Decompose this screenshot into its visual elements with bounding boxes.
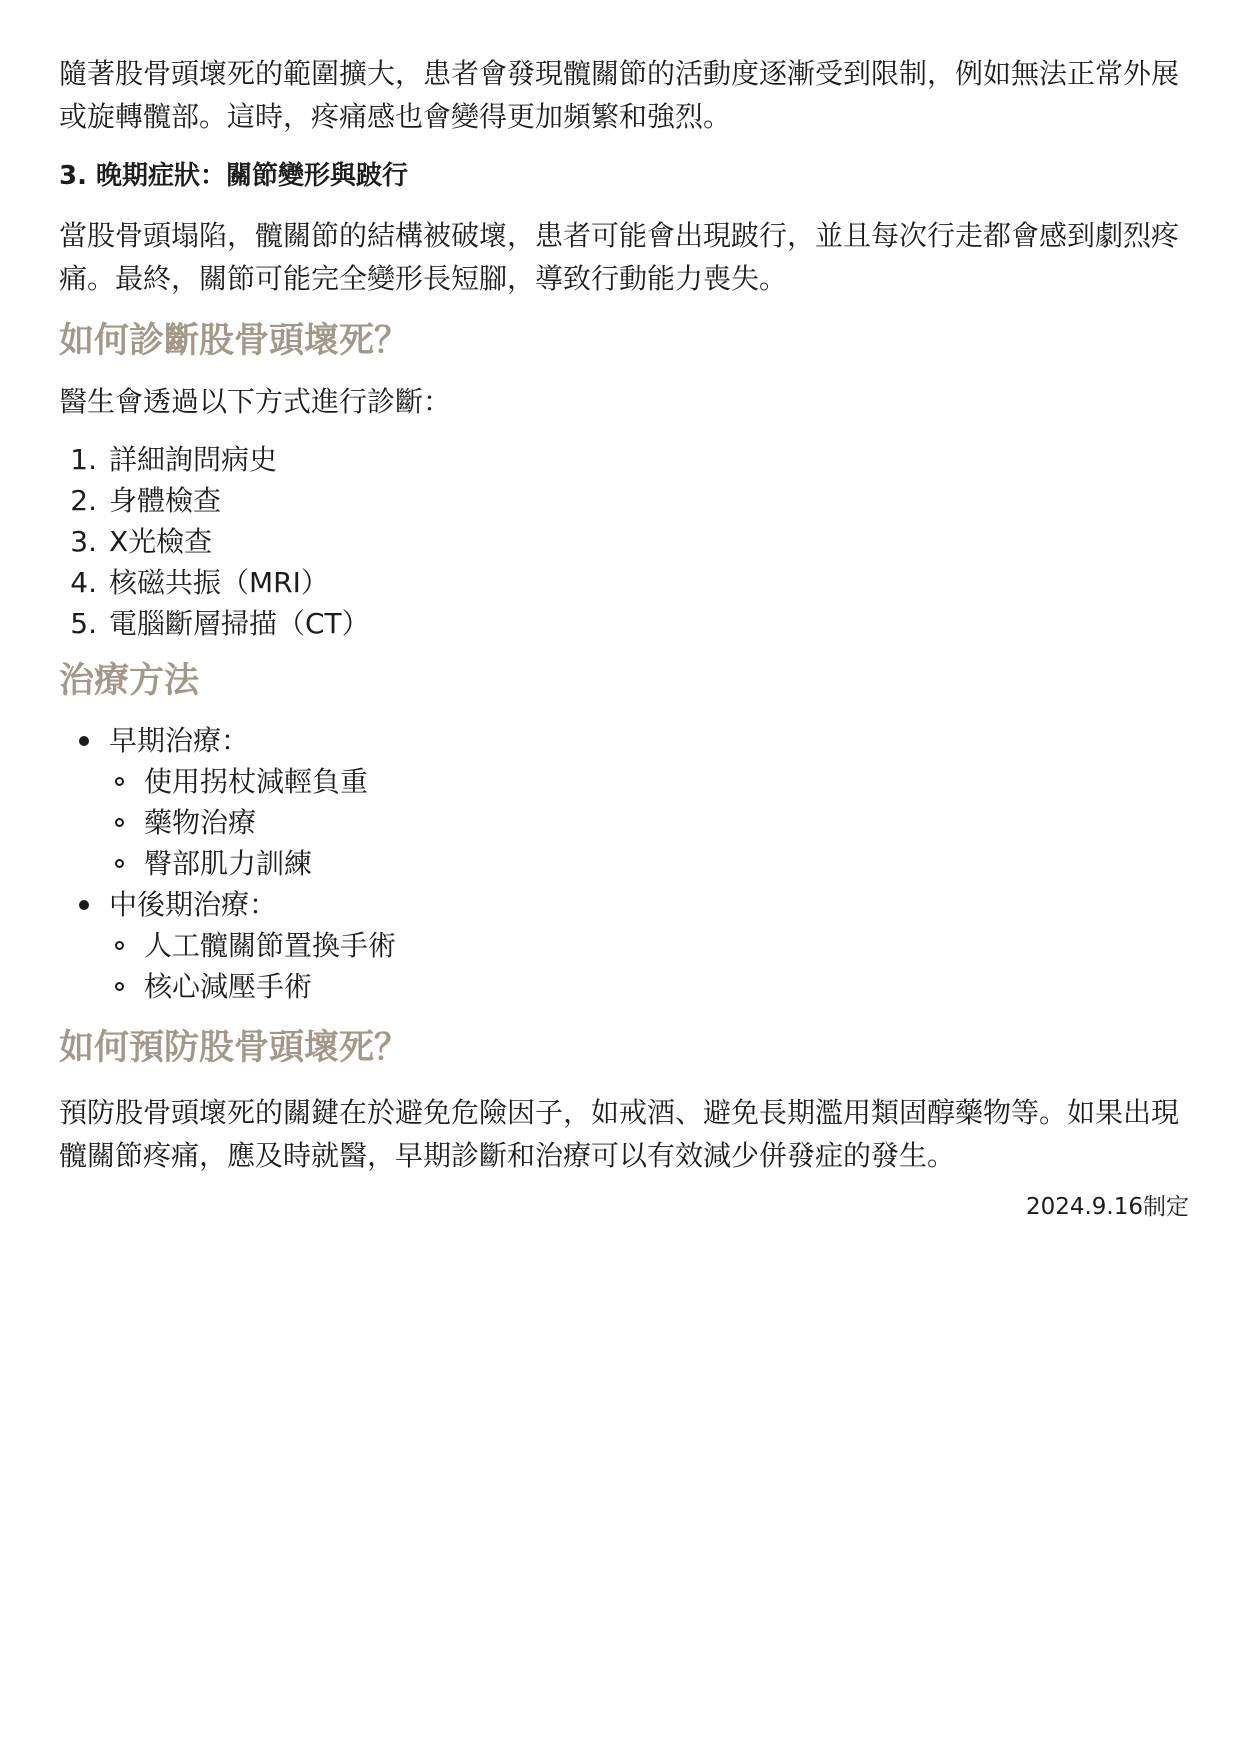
diagnosis-list	[59, 439, 1189, 644]
hollow-bullet-icon	[115, 818, 124, 827]
treatment-item	[59, 925, 1189, 966]
treatment-item	[59, 802, 1189, 843]
treatment-sublist	[59, 761, 1189, 884]
intro-paragraph: 隨著股骨頭壞死的範圍擴大，患者會發現髖關節的活動度逐漸受到限制，例如無法正常外展或旋轉髖部。這時，疼痛感也會變得更加頻繁和強烈。	[59, 57, 1180, 133]
hollow-bullet-icon	[115, 941, 124, 950]
treatment-group-early	[59, 720, 1189, 884]
bullet-icon	[79, 736, 89, 746]
date-stamp: 2024.9.16制定	[1025, 1194, 1189, 1220]
document-content	[59, 52, 1189, 1223]
treatment-group-row	[59, 720, 1189, 761]
list-number: 2.	[70, 484, 97, 517]
diagnosis-item-text: 詳細詢問病史	[109, 443, 278, 476]
list-number: 5.	[70, 607, 97, 640]
prevention-paragraph: 預防股骨頭壞死的關鍵在於避免危險因子，如戒酒、避免長期濫用類固醇藥物等。如果出現髖關節疼痛，應及時就醫，早期診斷和治療可以有效減少併發症的發生。	[59, 1096, 1180, 1172]
treatment-item-text: 使用拐杖減輕負重	[144, 765, 369, 798]
late-stage-paragraph: 當股骨頭塌陷，髖關節的結構被破壞，患者可能會出現跛行，並且每次行走都會感到劇烈疼痛。最終，關節可能完全變形長短腳，導致行動能力喪失。	[59, 219, 1180, 295]
list-number: 1.	[70, 443, 97, 476]
treatment-item	[59, 966, 1189, 1007]
diagnosis-item-text: X光檢查	[109, 525, 213, 558]
diagnosis-item	[59, 521, 1189, 562]
treatment-group-late	[59, 884, 1189, 1007]
diagnosis-item	[59, 603, 1189, 644]
diagnosis-item	[59, 439, 1189, 480]
treatment-group-row	[59, 884, 1189, 925]
late-stage-heading: 3. 晚期症狀：關節變形與跛行	[59, 161, 409, 191]
diagnosis-item	[59, 480, 1189, 521]
diagnosis-item-text: 核磁共振（MRI）	[109, 566, 329, 599]
diagnosis-heading: 如何診斷股骨頭壞死？	[59, 321, 410, 361]
treatment-list	[59, 720, 1189, 1007]
treatment-item-text: 臀部肌力訓練	[144, 847, 313, 880]
treatment-group-label: 中後期治療：	[109, 888, 278, 921]
bullet-icon	[79, 900, 89, 910]
hollow-bullet-icon	[115, 859, 124, 868]
diagnosis-item-text: 電腦斷層掃描（CT）	[109, 607, 370, 640]
prevention-heading: 如何預防股骨頭壞死？	[59, 1028, 410, 1068]
treatment-group-label: 早期治療：	[109, 724, 250, 757]
diagnosis-item-text: 身體檢查	[109, 484, 222, 517]
diagnosis-item	[59, 562, 1189, 603]
list-number: 4.	[70, 566, 97, 599]
diagnosis-intro: 醫生會透過以下方式進行診斷：	[59, 385, 452, 418]
treatment-item	[59, 761, 1189, 802]
treatment-item-text: 人工髖關節置換手術	[144, 929, 397, 962]
hollow-bullet-icon	[115, 777, 124, 786]
treatment-sublist	[59, 925, 1189, 1007]
treatment-item-text: 藥物治療	[144, 806, 257, 839]
list-number: 3.	[70, 525, 97, 558]
treatment-heading: 治療方法	[59, 661, 200, 701]
hollow-bullet-icon	[115, 982, 124, 991]
treatment-item	[59, 843, 1189, 884]
treatment-item-text: 核心減壓手術	[144, 970, 313, 1003]
